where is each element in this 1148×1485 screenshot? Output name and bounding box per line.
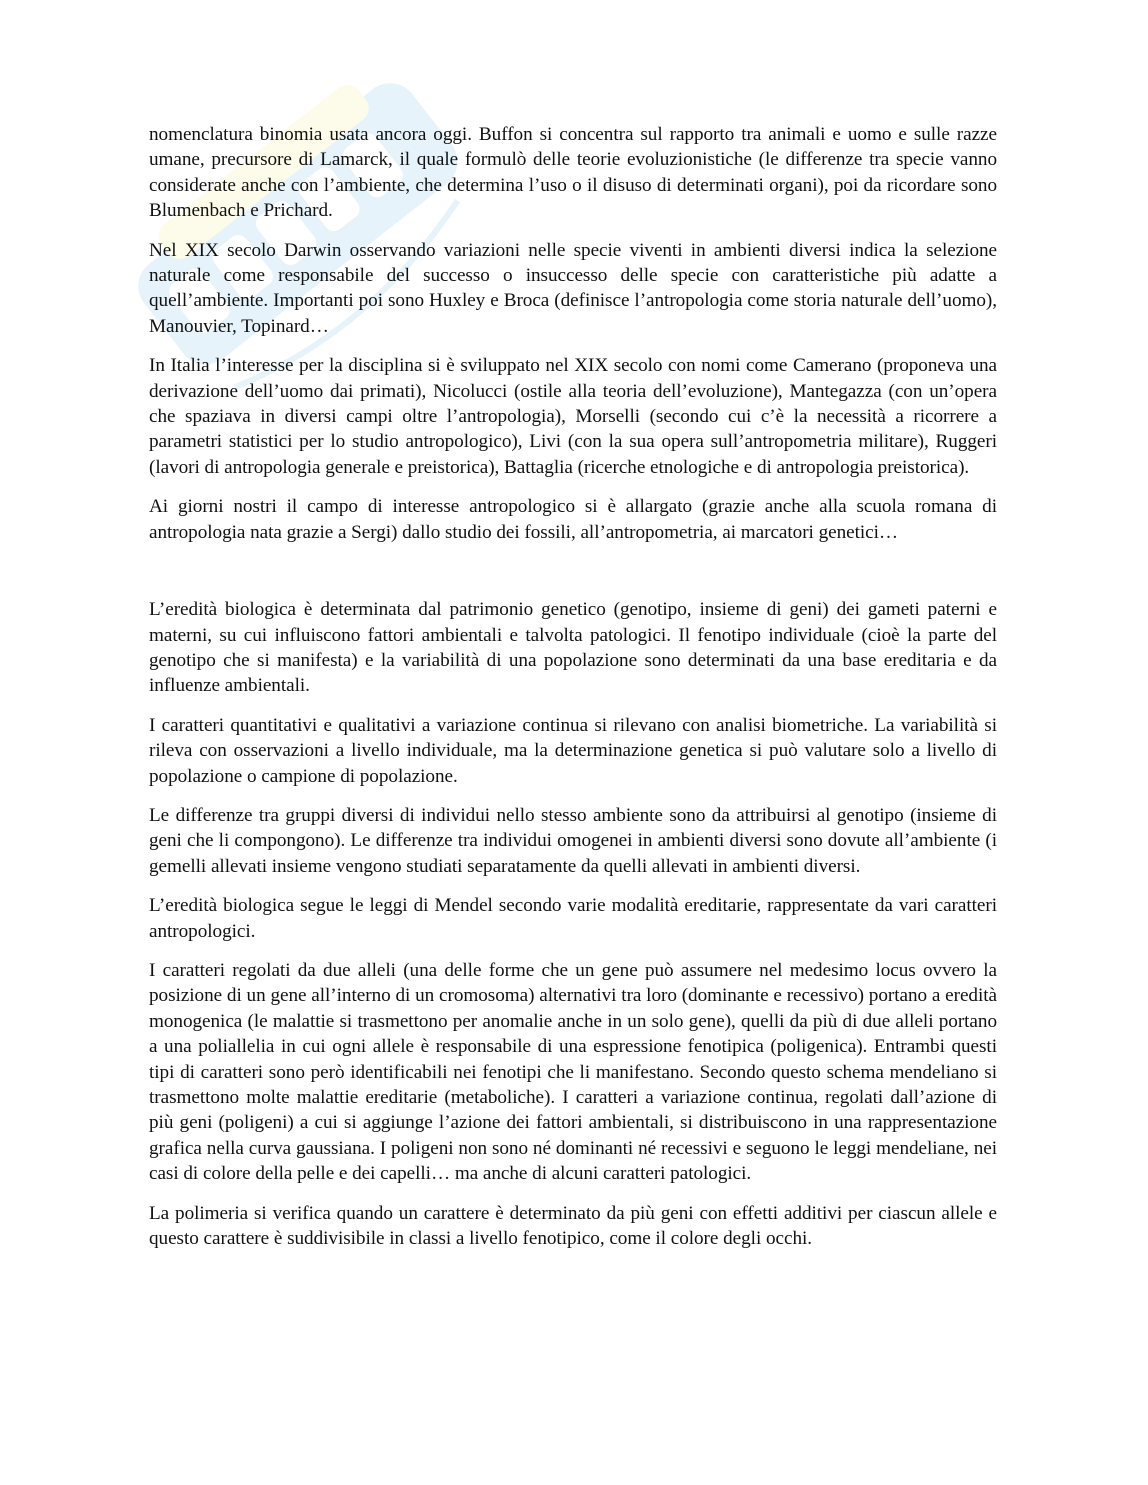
paragraph-10: La polimeria si verifica quando un carattere è determinato da più geni con effetti additivi per ciascun allele e questo carattere è suddivisibile in classi a livello fenotipico, come il colore degli occhi.: [149, 1202, 997, 1250]
paragraph-1: nomenclatura binomia usata ancora oggi. Buffon si concentra sul rapporto tra animali e uomo e sulle razze umane, precursore di Lamarck, il quale formulò delle teorie evoluzionistiche (le differenze tra specie vanno considerate anche con l’ambiente, che determina l’uso o il disuso di determinati organi), poi da ricordare sono Blumenbach e Prichard.: [149, 124, 997, 222]
paragraph-3: In Italia l’interesse per la disciplina si è sviluppato nel XIX secolo con nomi come Camerano (proponeva una derivazione dell’uomo dai primati), Nicolucci (ostile alla teoria dell’evoluzione), Mantegazza (con un’opera che spaziava in diversi campi oltre l’antropologia), Morselli (secondo cui c’è la necessità a ricorrere a parametri statistici per lo studio antropologico), Livi (con la sua opera sull’antropometria militare), Ruggeri (lavori di antropologia generale e preistorica), Battaglia (ricerche etnologiche e di antropologia preistorica).: [149, 355, 997, 478]
paragraph-9: I caratteri regolati da due alleli (una delle forme che un gene può assumere nel medesimo locus ovvero la posizione di un gene all’interno di un cromosoma) alternativi tra loro (dominante e recessivo) portano a eredità monogenica (le malattie si trasmettono per anomalie anche in un solo gene), quelli da più di due alleli portano a una poliallelia in cui ogni allele è responsabile di una espressione fenotipica (poligenica). Entrambi questi tipi di caratteri sono però identificabili nei fenotipi che li manifestano. Secondo questo schema mendeliano si trasmettono molte malattie ereditarie (metaboliche). I caratteri a variazione continua, regolati dall’azione di più geni (poligeni) a cui si aggiunge l’azione dei fattori ambientali, si distribuiscono in una rappresentazione grafica nella curva gaussiana. I poligeni non sono né dominanti né recessivi e seguono le leggi mendeliane, nei casi di colore della pelle e dei capelli… ma anche di alcuni caratteri patologici.: [149, 959, 997, 1185]
paragraph-4: Ai giorni nostri il campo di interesse antropologico si è allargato (grazie anche alla scuola romana di antropologia nata grazie a Sergi) dallo studio dei fossili, all’antropometria, ai marcatori genetici…: [149, 496, 997, 543]
paragraph-7: Le differenze tra gruppi diversi di individui nello stesso ambiente sono da attribuirsi al genotipo (insieme di geni che li compongono). Le differenze tra individui omogenei in ambienti diversi sono dovute all’ambiente (i gemelli allevati insieme vengono studiati separatamente da quelli allevati in ambienti diversi.: [149, 804, 997, 877]
paragraph-6: I caratteri quantitativi e qualitativi a variazione continua si rilevano con analisi biometriche. La variabilità si rileva con osservazioni a livello individuale, ma la determinazione genetica si può valutare solo a livello di popolazione o campione di popolazione.: [149, 714, 997, 787]
paragraph-8: L’eredità biologica segue le leggi di Mendel secondo varie modalità ereditarie, rappresentate da vari caratteri antropologici.: [149, 895, 997, 942]
paragraph-2: Nel XIX secolo Darwin osservando variazioni nelle specie viventi in ambienti diversi indica la selezione naturale come responsabile del successo o insuccesso delle specie con caratteristiche più adatte a quell’ambiente. Importanti poi sono Huxley e Broca (definisce l’antropologia come storia naturale dell’uomo), Manouvier, Topinard…: [149, 239, 997, 337]
document-page: [149, 122, 997, 1265]
paragraph-5: L’eredità biologica è determinata dal patrimonio genetico (genotipo, insieme di geni) dei gameti paterni e materni, su cui influiscono fattori ambientali e talvolta patologici. Il fenotipo individuale (cioè la parte del genotipo che si manifesta) e la variabilità di una popolazione sono determinati da una base ereditaria e da influenze ambientali.: [149, 599, 997, 697]
section-gap: [149, 559, 997, 597]
